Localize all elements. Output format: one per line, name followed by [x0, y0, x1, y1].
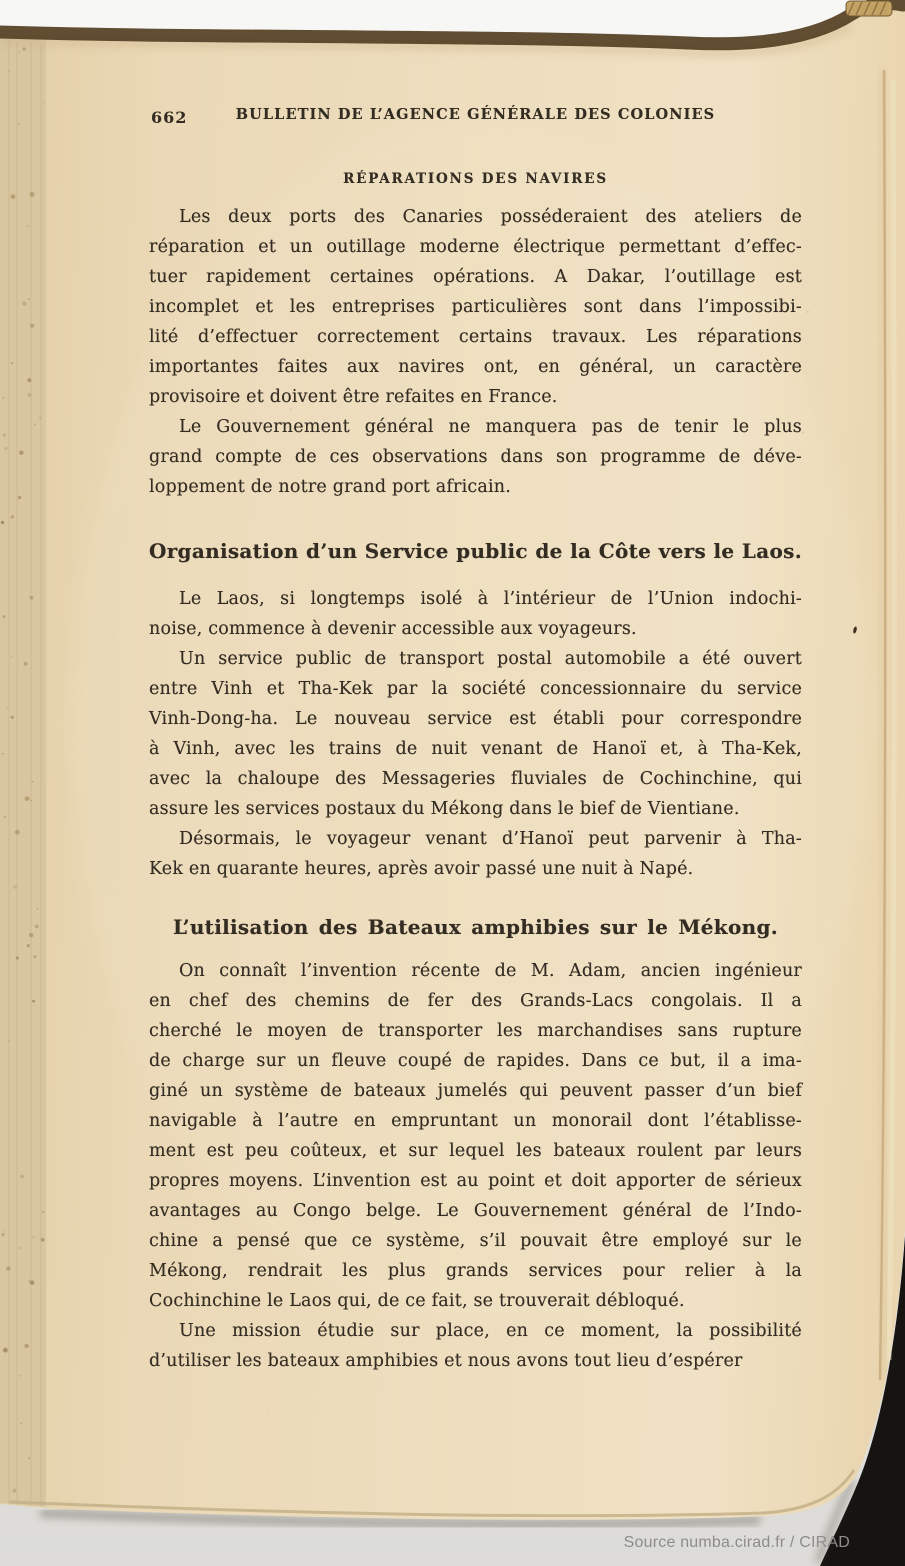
text-line: avantages au Congo belge. Le Gouvernement général de l’Indo- [149, 1201, 802, 1221]
text-line: tuer rapidement certaines opérations. A Dakar, l’outillage est [149, 267, 802, 287]
text-line: noise, commence à devenir accessible aux voyageurs. [149, 619, 637, 639]
page-number: 662 [151, 108, 188, 127]
text-line: de charge sur un fleuve coupé de rapides. Dans ce but, il a ima- [149, 1051, 802, 1071]
fore-edge-strip [0, 36, 46, 1507]
source-attribution: Source numba.cirad.fr / CIRAD [623, 1534, 850, 1551]
headband-braid [846, 1, 892, 16]
text-line: à Vinh, avec les trains de nuit venant de Hanoï et, à Tha-Kek, [149, 739, 802, 759]
gutter-crease [880, 70, 894, 1380]
paragraph [149, 1316, 802, 1376]
text-line: Le Laos, si longtemps isolé à l’intérieur de l’Union indochi- [179, 589, 802, 609]
paragraph [149, 824, 802, 884]
text-line: On connaît l’invention récente de M. Adam, ancien ingénieur [179, 961, 802, 981]
text-line: d’utiliser les bateaux amphibies et nous avons tout lieu d’espérer [149, 1351, 743, 1371]
text-line: Cochinchine le Laos qui, de ce fait, se trouverait débloqué. [149, 1291, 685, 1311]
text-line: réparation et un outillage moderne électrique permettant d’effec- [149, 237, 802, 257]
running-header [149, 106, 802, 132]
text-line: Les deux ports des Canaries posséderaient des ateliers de [179, 207, 802, 227]
text-line: chine a pensé que ce système, s’il pouvait être employé sur le [149, 1231, 802, 1251]
text-line: provisoire et doivent être refaites en France. [149, 387, 558, 407]
section-subheading: RÉPARATIONS DES NAVIRES [343, 171, 608, 187]
text-line: avec la chaloupe des Messageries fluviales de Cochinchine, qui [149, 769, 802, 789]
text-line: entre Vinh et Tha-Kek par la société concessionnaire du service [149, 679, 802, 699]
paragraph [149, 412, 802, 502]
paragraph [149, 202, 802, 412]
text-line: Kek en quarante heures, après avoir passé une nuit à Napé. [149, 859, 694, 879]
text-line: Vinh-Dong-ha. Le nouveau service est établi pour correspondre [149, 709, 802, 729]
text-line: assure les services postaux du Mékong dans le bief de Vientiane. [149, 799, 740, 819]
text-line: incomplet et les entreprises particulières sont dans l’impossibi- [149, 297, 802, 317]
paragraph [149, 584, 802, 644]
text-line: giné un système de bateaux jumelés qui peuvent passer d’un bief [149, 1081, 802, 1101]
text-line: ment est peu coûteux, et sur lequel les bateaux roulent par leurs [149, 1141, 802, 1161]
text-line: Une mission étudie sur place, en ce moment, la possibilité [179, 1321, 802, 1341]
journal-title: BULLETIN DE L’AGENCE GÉNÉRALE DES COLONIES [235, 106, 716, 123]
text-blocks [149, 168, 802, 1376]
page-content [149, 106, 802, 1376]
text-line: importantes faites aux navires ont, en général, un caractère [149, 357, 802, 377]
section-heading: Organisation d’un Service public de la Côte vers le Laos. [149, 539, 802, 563]
text-line: lité d’effectuer correctement certains travaux. Les réparations [149, 327, 802, 347]
text-line: Mékong, rendrait les plus grands services pour relier à la [149, 1261, 802, 1281]
text-line: Le Gouvernement général ne manquera pas de tenir le plus [179, 417, 802, 437]
text-line: en chef des chemins de fer des Grands-Lacs congolais. Il a [149, 991, 802, 1011]
text-line: propres moyens. L’invention est au point et doit apporter de sérieux [149, 1171, 802, 1191]
text-line: cherché le moyen de transporter les marchandises sans rupture [149, 1021, 802, 1041]
text-line: navigable à l’autre en empruntant un monorail dont l’établisse- [149, 1111, 802, 1131]
text-line: loppement de notre grand port africain. [149, 477, 512, 497]
text-line: grand compte de ces observations dans son programme de déve- [149, 447, 802, 467]
text-line: Un service public de transport postal automobile a été ouvert [179, 649, 802, 669]
paragraph [149, 956, 802, 1316]
text-line: Désormais, le voyageur venant d’Hanoï peut parvenir à Tha- [179, 829, 802, 849]
section-heading: L’utilisation des Bateaux amphibies sur le Mékong. [173, 915, 778, 939]
paragraph [149, 644, 802, 824]
